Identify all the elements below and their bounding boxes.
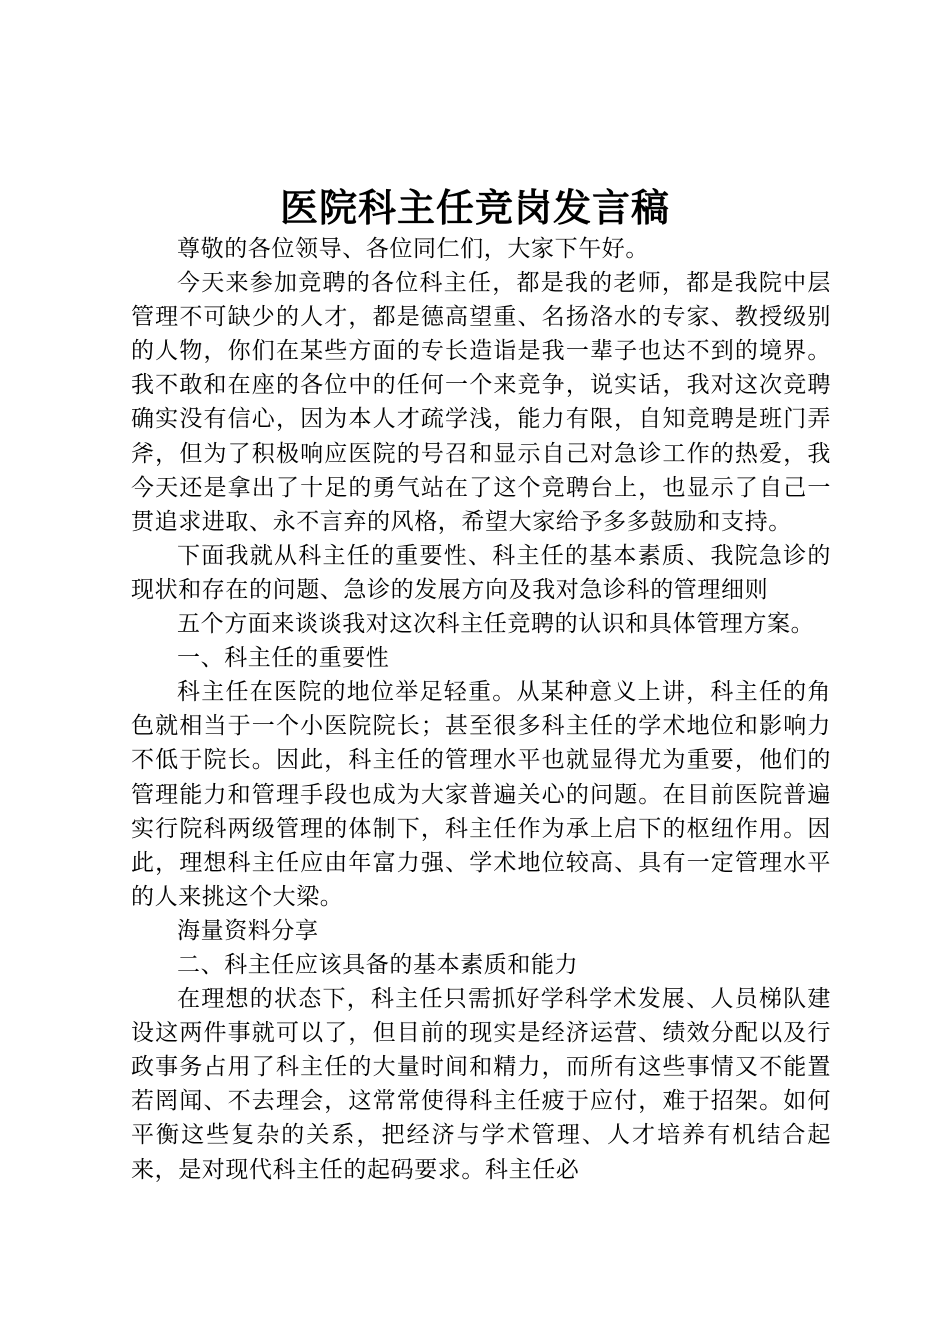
paragraph-outline-continued: 五个方面来谈谈我对这次科主任竞聘的认识和具体管理方案。 [177,611,815,638]
section-heading-importance: 一、科主任的重要性 [177,645,390,672]
paragraph-qualities: 在理想的状态下，科主任只需抓好学科学术发展、人员梯队建设这两件事就可以了，但目前的现实是经济运营、绩效分配以及行政事务占用了科主任的大量时间和精力，而所有这些事情又不能置若罔闻、不去理会，这常常使得科主任疲于应付，难于招架。如何平衡这些复杂的关系，把经济与学术管理、人才培养有机结合起来，是对现代科主任的起码要求。科主任必 [131,986,831,1183]
paragraph-greeting: 尊敬的各位领导、各位同仁们，大家下午好。 [177,236,649,262]
paragraph-introduction: 今天来参加竞聘的各位科主任，都是我的老师，都是我院中层管理不可缺少的人才，都是德高望重、名扬洛水的专家、教授级别的人物，你们在某些方面的专长造诣是我一辈子也达不到的境界。我不敢和在座的各位中的任何一个来竞争，说实话，我对这次竞聘确实没有信心，因为本人才疏学浅，能力有限，自知竞聘是班门弄斧，但为了积极响应医院的号召和显示自己对急诊工作的热爱，我今天还是拿出了十足的勇气站在了这个竞聘台上，也显示了自己一贯追求进取、永不言弃的风格，希望大家给予多多鼓励和支持。 [131,270,831,535]
document-body [131,232,831,1187]
paragraph-importance: 科主任在医院的地位举足轻重。从某种意义上讲，科主任的角色就相当于一个小医院院长；甚至很多科主任的学术地位和影响力不低于院长。因此，科主任的管理水平也就显得尤为重要，他们的管理能力和管理手段也成为大家普遍关心的问题。在目前医院普遍实行院科两级管理的体制下，科主任作为承上启下的枢纽作用。因此，理想科主任应由年富力强、学术地位较高、具有一定管理水平的人来挑这个大梁。 [131,679,831,910]
section-heading-qualities: 二、科主任应该具备的基本素质和能力 [177,951,579,978]
watermark-note: 海量资料分享 [177,917,319,944]
paragraph-outline: 下面我就从科主任的重要性、科主任的基本素质、我院急诊的现状和存在的问题、急诊的发展方向及我对急诊科的管理细则 [131,542,831,603]
document-title: 医院科主任竞岗发言稿 [279,186,670,230]
